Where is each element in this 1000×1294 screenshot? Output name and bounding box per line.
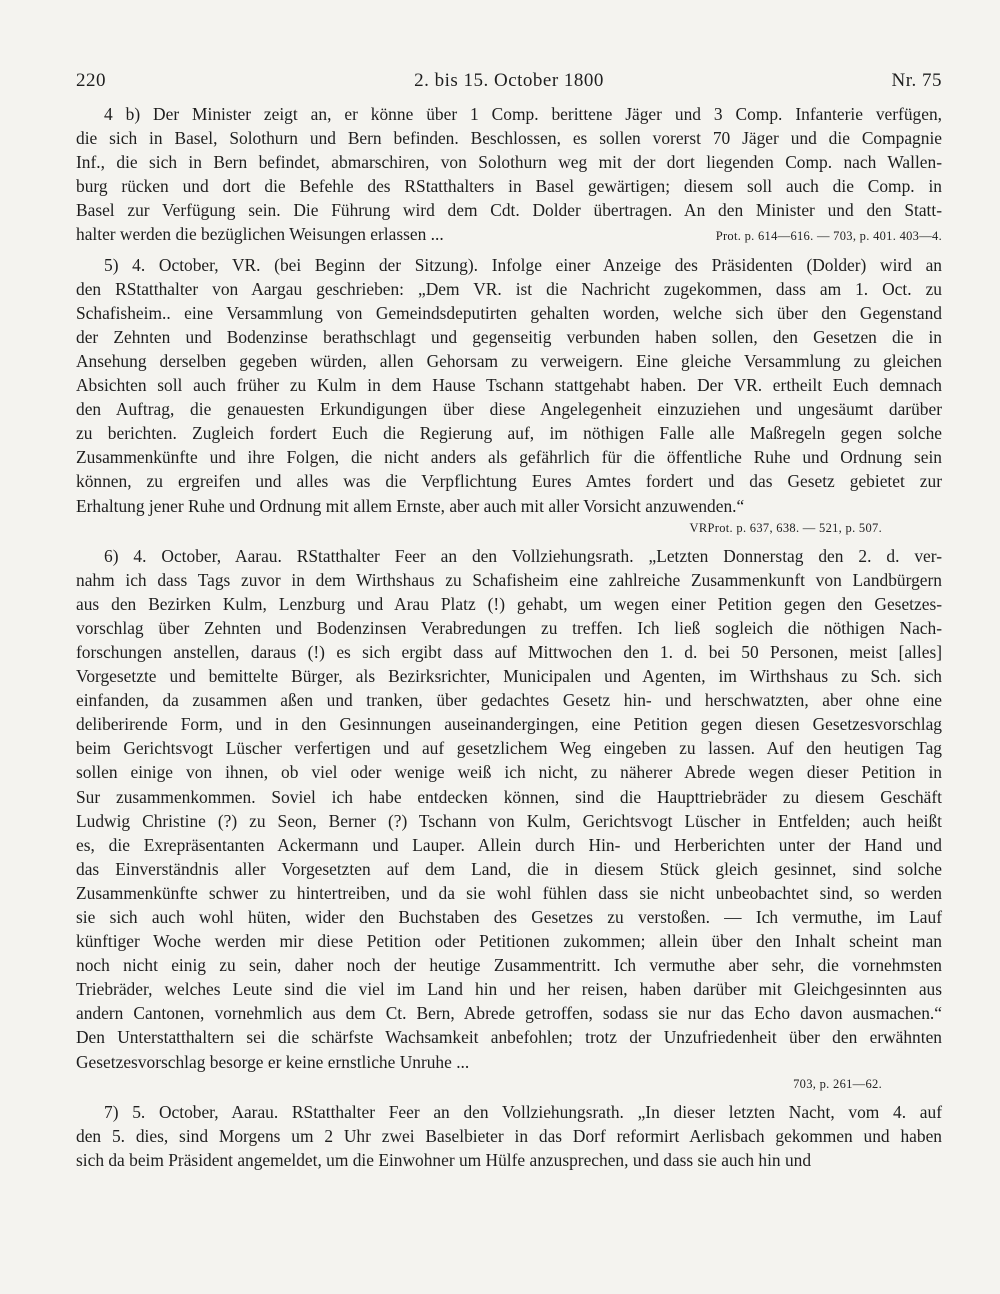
source-reference: Prot. p. 614—616. — 703, p. 401. 403—4.	[715, 229, 942, 244]
text-line: Triebräder, welches Leute sind die viel im Land hin und her reisen, haben darüber mit Gleichgesinnten aus	[76, 979, 942, 1000]
text-line: burg rücken und dort die Befehle des RStatthalters in Basel gewärtigen; diesem soll auch die Comp. in	[76, 176, 942, 197]
paragraph-p7	[76, 1100, 942, 1172]
text-line: sollen einige von ihnen, ob viel oder wenige weiß ich nicht, zu näherer Abrede wegen dieser Petition in	[76, 762, 942, 783]
document-number: Nr. 75	[891, 70, 942, 91]
text-line: sich da beim Präsident angemeldet, um die Einwohner um Hülfe anzusprechen, und dass sie auch hin und	[76, 1149, 812, 1170]
text-line: künftiger Woche werden mir diese Petition oder Petitionen zukommen; allein über den Inhalt scheint man	[76, 931, 942, 952]
running-title: 2. bis 15. October 1800	[414, 70, 604, 91]
text-line: vorschlag über Zehnten und Bodenzinsen Verabredungen zu treffen. Ich ließ sogleich die nöthigen Nach-	[76, 617, 942, 638]
text-line: nahm ich dass Tags zuvor in dem Wirthshaus zu Schafisheim eine zahlreiche Zusammenkunft von Landbürgern	[76, 569, 942, 590]
text-line: den 5. dies, sind Morgens um 2 Uhr zwei Baselbieter in das Dorf reformirt Aerlisbach gekommen und haben	[76, 1125, 942, 1146]
text-line: 6) 4. October, Aarau. RStatthalter Feer an den Vollziehungsrath. „Letzten Donnerstag den 2. d. ver-	[104, 545, 942, 566]
text-line: Sur zusammenkommen. Soviel ich habe entdecken können, sind die Haupttriebräder zu diesem Geschäft	[76, 786, 942, 807]
text-line: Zusammenkünfte schwer zu hintertreiben, und da sie wohl fühlen dass sie nicht unbeobachtet sind, so werden	[76, 882, 942, 903]
text-line: noch nicht einig zu sein, daher noch der heutige Zusammentritt. Ich vermuthe aber sehr, die vornehmsten	[76, 955, 942, 976]
text-line: Absichten soll auch früher zu Kulm in dem Hause Tschann stattgehabt haben. Der VR. ertheilt Euch demnach	[76, 375, 942, 396]
text-line: Inf., die sich in Bern befindet, abmarschiren, von Solothurn weg mit der dort liegenden Comp. nach Wallen-	[76, 152, 942, 173]
text-line: Schafisheim.. eine Versammlung von Gemeindsdeputirten gehalten worden, welche sich über den Gegenstand	[76, 302, 942, 323]
paragraph-p4b	[76, 102, 942, 247]
text-line: deliberirende Form, und in den Gesinnungen auseinandergingen, eine Petition gegen diesen Gesetzesvorschlag	[76, 714, 942, 735]
text-line: sie sich auch wohl hüten, wider den Buchstaben des Gesetzes zu verstoßen. — Ich vermuthe, im Lauf	[76, 907, 942, 927]
text-line: Vorgesetzte und bemittelte Bürger, als Bezirksrichter, Municipalen und Agenten, im Wirthshaus zu Sch. sich	[76, 666, 942, 687]
text-line: beim Gerichtsvogt Lüscher verfertigen und auf gesetzlichem Weg eingeben zu lassen. Auf den heutigen Tag	[76, 738, 942, 759]
text-line: Ludwig Christine (?) zu Seon, Berner (?) Tschann von Kulm, Gerichtsvogt Lüscher in Entfelden; auch heißt	[76, 810, 942, 831]
page-body	[76, 102, 942, 1172]
text-line: zu berichten. Zugleich fordert Euch die Regierung auf, im nöthigen Falle alle Maßregeln gegen solche	[76, 423, 942, 444]
text-line: die sich in Basel, Solothurn und Bern befinden. Beschlossen, es sollen vorerst 70 Jäger und die Compagnie	[76, 128, 942, 149]
text-line: es, die Exrepräsentanten Ackermann und Lauper. Allein durch Hin- und Herberichten unter der Hand und	[76, 834, 942, 855]
text-line: Gesetzesvorschlag besorge er keine ernstliche Unruhe ...	[76, 1051, 470, 1072]
text-line: 7) 5. October, Aarau. RStatthalter Feer an den Vollziehungsrath. „In dieser letzten Nacht, vom 4. auf	[104, 1101, 942, 1122]
page-number: 220	[76, 70, 106, 91]
paragraph-p5	[76, 253, 942, 538]
page-header	[76, 70, 942, 92]
text-line: einfanden, da zusammen aßen und tranken, über gedachtes Gesetz hin- und herschwatzten, aber ohne eine	[76, 690, 942, 711]
text-line: Den Unterstatthaltern sei die schärfste Wachsamkeit anbefohlen; trotz der Unzufriedenheit über den erwähnten	[76, 1027, 942, 1048]
text-line: andern Cantonen, vornehmlich aus dem Ct. Bern, Abrede getroffen, sodass sie nur das Echo davon ausmachen.“	[76, 1003, 942, 1024]
text-line: Erhaltung jener Ruhe und Ordnung mit allem Ernste, aber auch mit aller Vorsicht anzuwenden.“	[76, 495, 745, 516]
text-line: halter werden die bezüglichen Weisungen erlassen ... Prot. p. 614—616. — 703, p. 401. 403—4.	[76, 222, 942, 246]
text-line: Ansehung derselben gegeben würden, allen Gehorsam zu verweigern. Eine gleiche Versammlung zu gleichen	[76, 350, 942, 371]
text-line: Zusammenkünfte und ihre Folgen, die nicht anders als gefährlich für die öffentliche Ruhe und Ordnung sein	[76, 447, 942, 468]
paragraph-p6	[76, 544, 942, 1094]
text-line: den RStatthalter von Aargau geschrieben: „Dem VR. ist die Nachricht zugekommen, dass am 1. Oct. zu	[76, 278, 942, 299]
text-line: 5) 4. October, VR. (bei Beginn der Sitzung). Infolge einer Anzeige des Präsidenten (Dolder) wird an	[104, 254, 942, 275]
text-line: Basel zur Verfügung sein. Die Führung wird dem Cdt. Dolder übertragen. An den Minister und den Statt-	[76, 200, 942, 221]
source-reference: VRProt. p. 637, 638. — 521, p. 507.	[689, 520, 882, 535]
text-line: der Zehnten und Bodenzinse berathschlagt und gegenseitig verbunden haben sollen, den Gesetzen die in	[76, 326, 942, 347]
source-reference: 703, p. 261—62.	[793, 1076, 882, 1091]
text-line: das Einverständnis aller Vorgesetzten auf dem Land, die in diesem Stück gleich gesinnet, sind solche	[76, 858, 942, 879]
text-line: aus den Bezirken Kulm, Lenzburg und Arau Platz (!) gehabt, um wegen einer Petition gegen den Gesetzes-	[76, 593, 942, 614]
text-line: den Auftrag, die genauesten Erkundigungen über diese Angelegenheit einzuziehen und ungesäumt darüber	[76, 399, 942, 420]
text-line: forschungen anstellen, daraus (!) es sich ergibt dass auf Mittwochen den 1. d. bei 50 Personen, meist [alles]	[76, 641, 942, 662]
text-line: 4 b) Der Minister zeigt an, er könne über 1 Comp. berittene Jäger und 3 Comp. Infanterie verfügen,	[104, 104, 942, 124]
text-line: können, zu ergreifen und alles was die Verpflichtung Eures Amtes fordert und das Gesetz gebietet zur	[76, 471, 942, 492]
